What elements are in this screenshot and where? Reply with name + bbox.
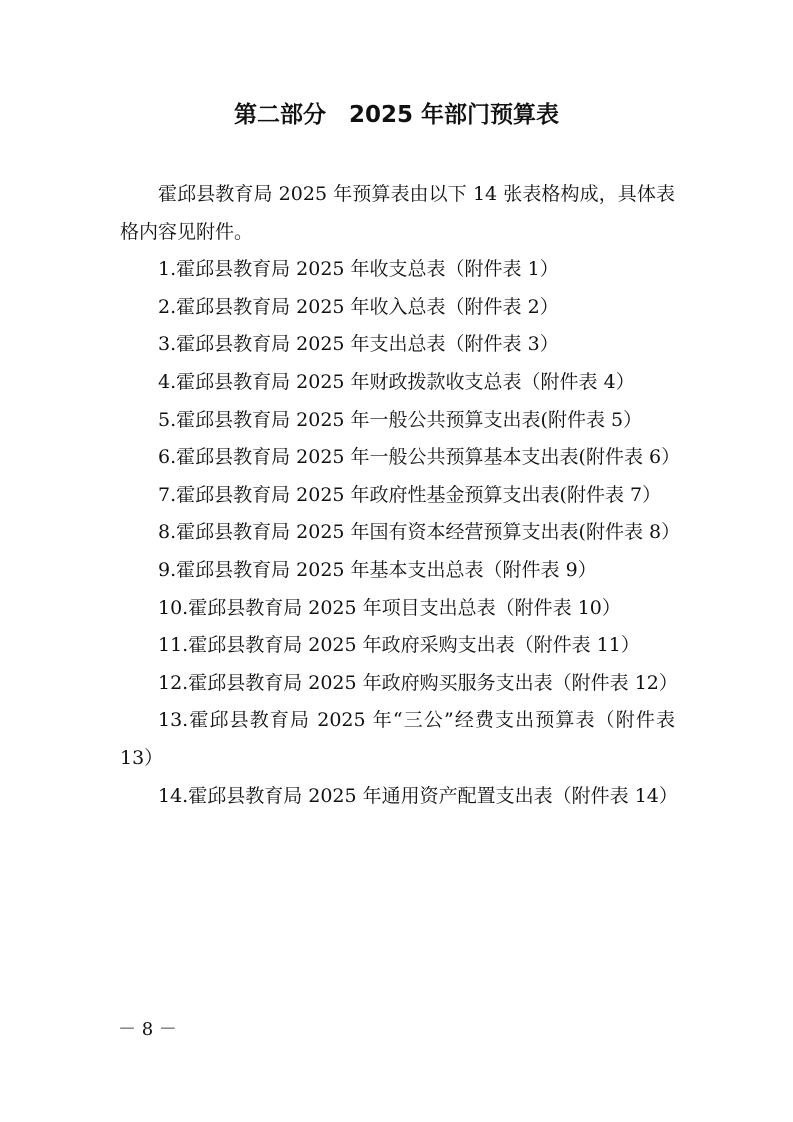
intro-paragraph: 霍邱县教育局 2025 年预算表由以下 14 张表格构成，具体表格内容见附件。 [120,183,675,243]
list-item: 1.霍邱县教育局 2025 年收支总表（附件表 1） [158,258,559,281]
list-item: 10.霍邱县教育局 2025 年项目支出总表（附件表 10） [158,596,621,619]
list-item: 9.霍邱县教育局 2025 年基本支出总表（附件表 9） [158,558,597,581]
list-item: 2.霍邱县教育局 2025 年收入总表（附件表 2） [158,295,559,318]
list-item: 3.霍邱县教育局 2025 年支出总表（附件表 3） [158,333,559,356]
list-item: 8.霍邱县教育局 2025 年国有资本经营预算支出表(附件表 8） [158,521,681,544]
list-item: 5.霍邱县教育局 2025 年一般公共预算支出表(附件表 5） [158,408,643,431]
list-item: 4.霍邱县教育局 2025 年财政拨款收支总表（附件表 4） [158,370,635,393]
list-item: 11.霍邱县教育局 2025 年政府采购支出表（附件表 11） [158,634,640,657]
list-item: 12.霍邱县教育局 2025 年政府购买服务支出表（附件表 12） [158,671,678,694]
list-item: 13.霍邱县教育局 2025 年“三公”经费支出预算表（附件表 13） [120,709,675,769]
page-title: 第二部分 2025 年部门预算表 [233,102,560,128]
list-item: 6.霍邱县教育局 2025 年一般公共预算基本支出表(附件表 6） [158,446,681,469]
document-body [120,176,681,815]
list-item: 7.霍邱县教育局 2025 年政府性基金预算支出表(附件表 7） [158,483,662,506]
list-item: 14.霍邱县教育局 2025 年通用资产配置支出表（附件表 14） [158,784,678,807]
page-number: － 8 － [118,1019,177,1040]
